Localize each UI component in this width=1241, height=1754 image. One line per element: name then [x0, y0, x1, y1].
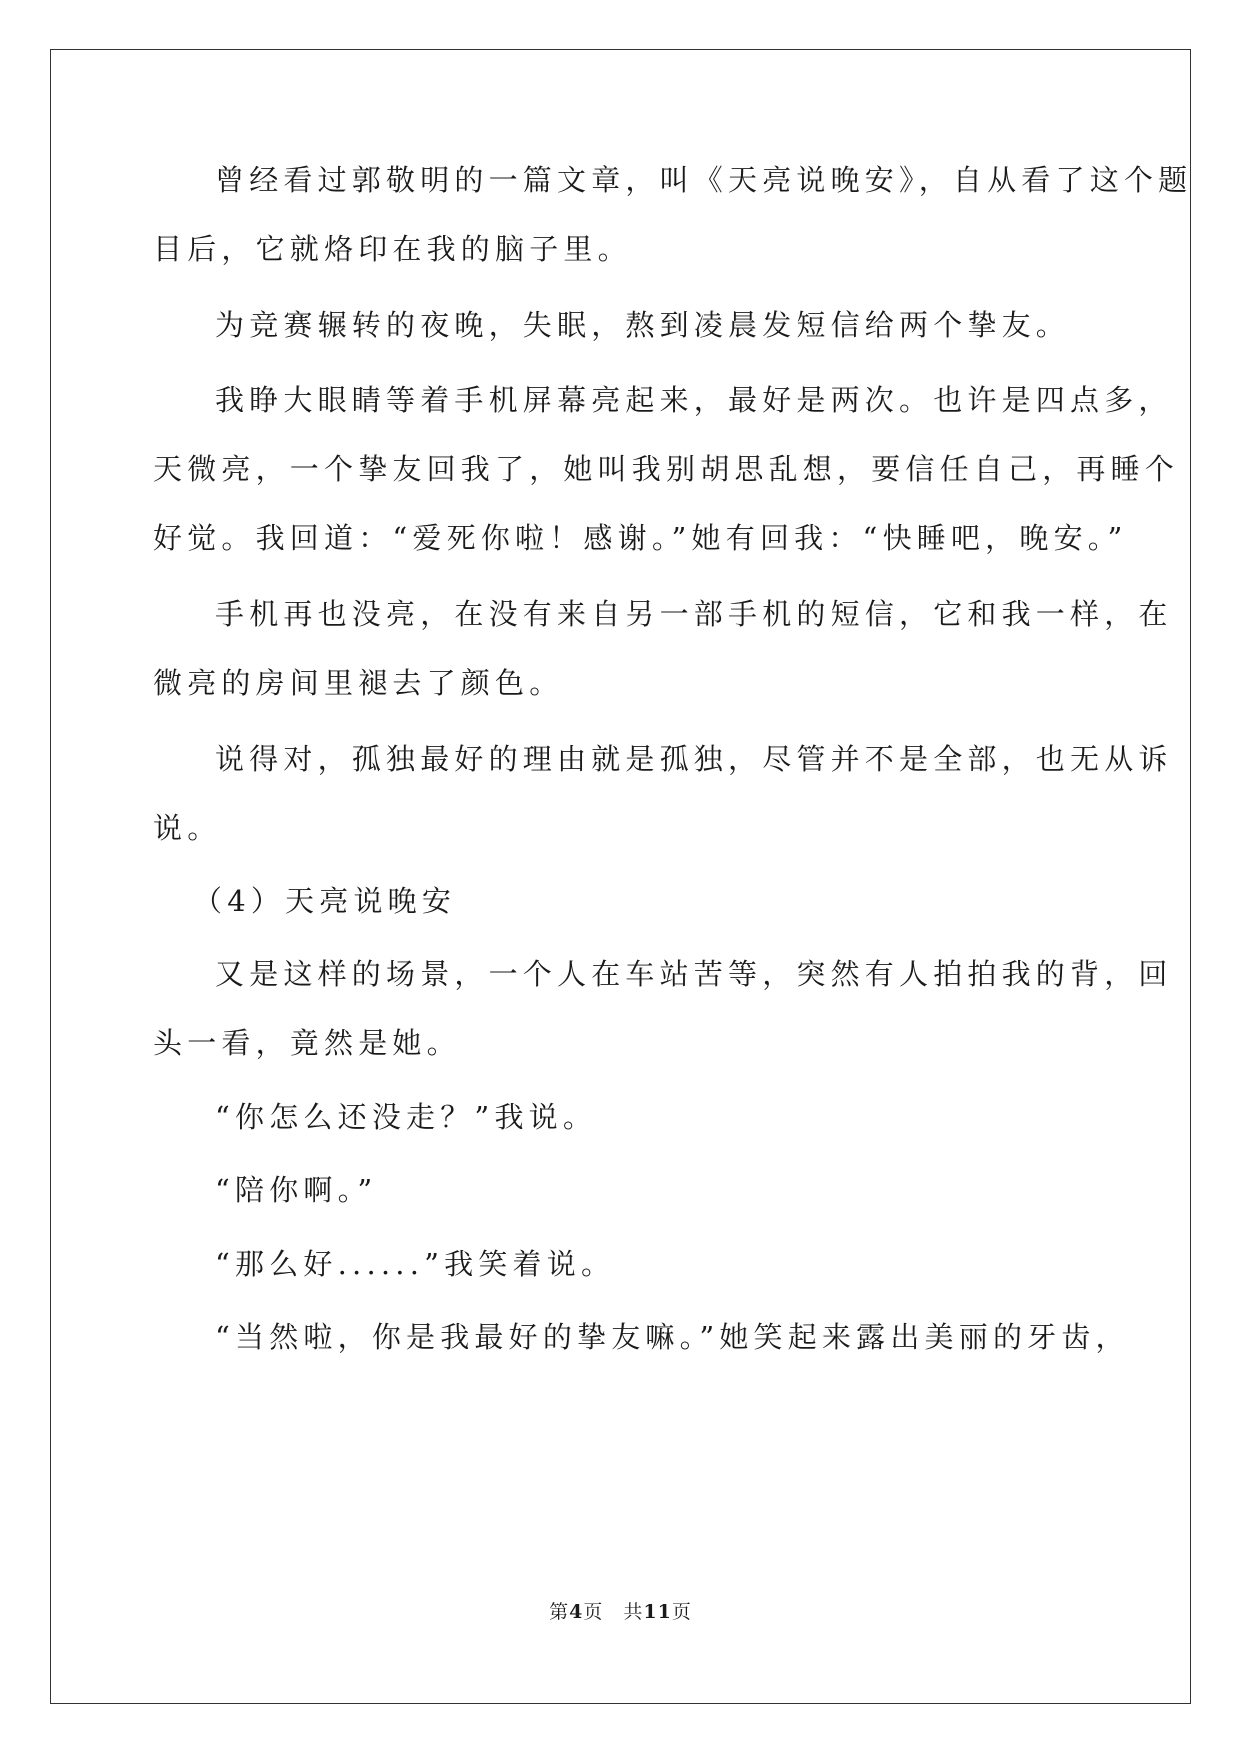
text-line: 目后，它就烙印在我的脑子里。: [153, 232, 632, 266]
total-pages: 11: [643, 1601, 672, 1623]
text-line: 说得对，孤独最好的理由就是孤独，尽管并不是全部，也无从诉: [215, 742, 1173, 776]
page-number: 4: [569, 1601, 584, 1623]
text-line: 为竞赛辗转的夜晚，失眠，熬到凌晨发短信给两个挚友。: [215, 308, 1071, 342]
page-border: [50, 49, 1191, 1704]
page-suffix: 页: [583, 1601, 604, 1623]
text-line: “陪你啊。”: [215, 1173, 378, 1207]
page-prefix: 第: [549, 1601, 570, 1623]
page-footer: [0, 1600, 1241, 1624]
text-line: “那么好......”我笑着说。: [215, 1247, 616, 1281]
text-line: 天微亮，一个挚友回我了，她叫我别胡思乱想，要信任自己，再睡个: [153, 452, 1180, 486]
text-line: 手机再也没亮，在没有来自另一部手机的短信，它和我一样，在: [215, 597, 1173, 631]
total-prefix: 共: [623, 1601, 644, 1623]
total-suffix: 页: [671, 1601, 692, 1623]
text-line: 头一看，竟然是她。: [153, 1026, 461, 1060]
text-line: 曾经看过郭敬明的一篇文章，叫《天亮说晚安》，自从看了这个题: [215, 163, 1193, 197]
text-line: 说。: [153, 811, 222, 845]
text-line: “当然啦，你是我最好的挚友嘛。”她笑起来露出美丽的牙齿，: [215, 1320, 1130, 1354]
text-line: 我睁大眼睛等着手机屏幕亮起来，最好是两次。也许是四点多，: [215, 383, 1173, 417]
text-line: 好觉。我回道：“爱死你啦！感谢。”她有回我：“快睡吧，晚安。”: [153, 521, 1128, 555]
text-line: 又是这样的场景，一个人在车站苦等，突然有人拍拍我的背，回: [215, 957, 1173, 991]
text-line: “你怎么还没走？”我说。: [215, 1100, 598, 1134]
text-line: 微亮的房间里褪去了颜色。: [153, 666, 564, 700]
section-heading: （4）天亮说晚安: [193, 884, 457, 918]
